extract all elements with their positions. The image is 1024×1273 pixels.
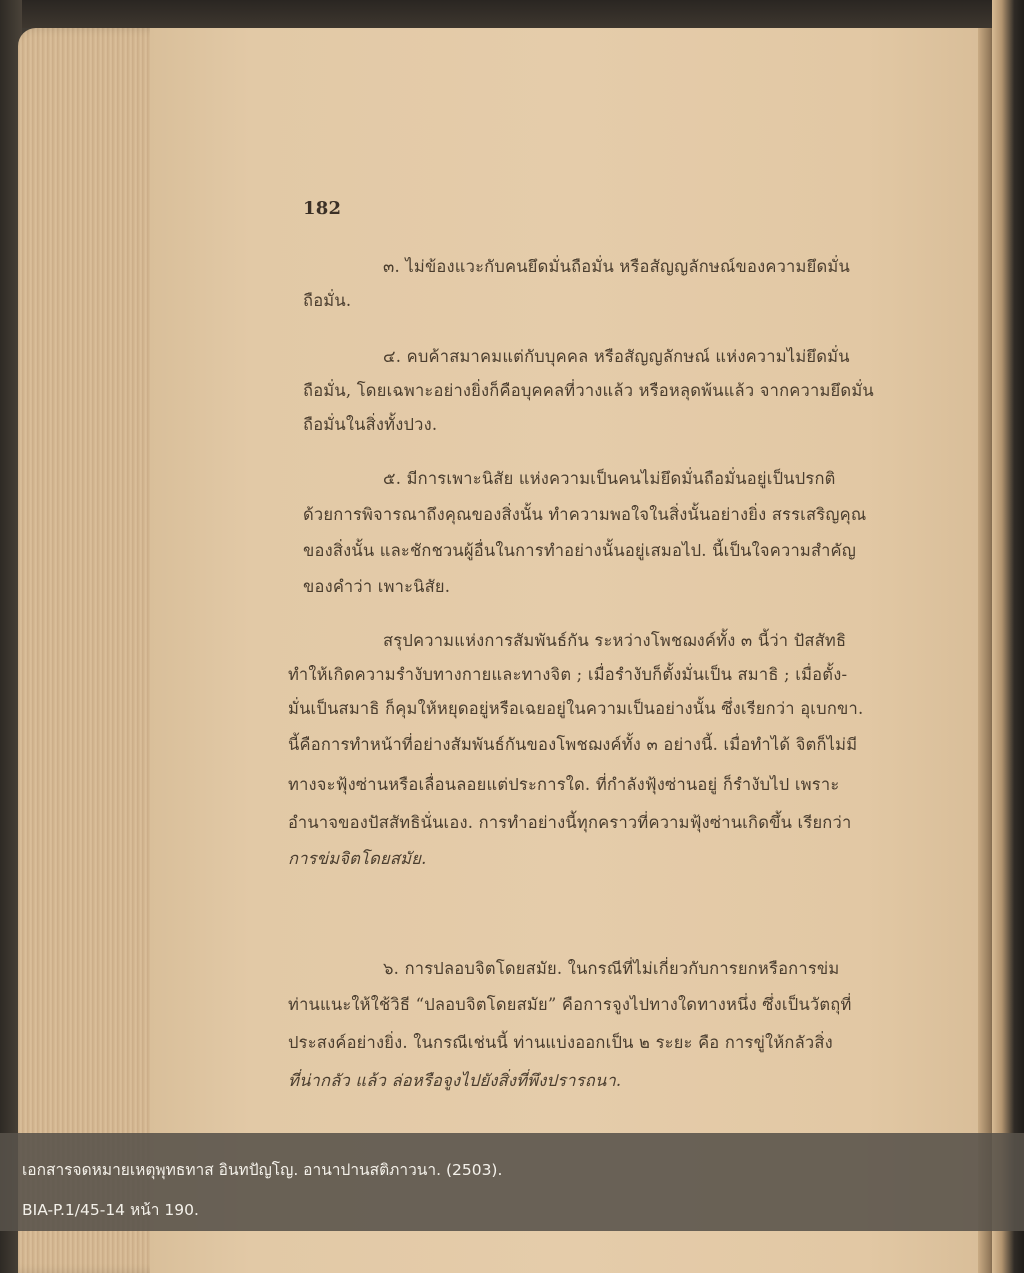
page-number: 182 — [303, 198, 342, 219]
next-page-edge — [992, 0, 1024, 1273]
text-line: ประสงค์อย่างยิ่ง. ในกรณีเช่นนี้ ท่านแบ่งออกเป็น ๒ ระยะ คือ การขู่ให้กลัวสิ่ง — [288, 1033, 833, 1052]
text-line: ๖. การปลอบจิตโดยสมัย. ในกรณีที่ไม่เกี่ยวกับการยกหรือการข่ม — [383, 959, 840, 978]
text-line: มั่นเป็นสมาธิ ก็คุมให้หยุดอยู่หรือเฉยอยู่ในความเป็นอย่างนั้น ซึ่งเรียกว่า อุเบกขา. — [288, 699, 864, 718]
text-line: การข่มจิตโดยสมัย. — [288, 849, 427, 868]
text-line: นี้คือการทำหน้าที่อย่างสัมพันธ์กันของโพชฌงค์ทั้ง ๓ อย่างนี้. เมื่อทำได้ จิตก็ไม่มี — [288, 735, 858, 754]
text-line: ทางจะฟุ้งซ่านหรือเลื่อนลอยแต่ประการใด. ที่กำลังฟุ้งซ่านอยู่ ก็รำงับไป เพราะ — [288, 775, 840, 794]
text-line: อำนาจของปัสสัทธินั่นเอง. การทำอย่างนี้ทุกคราวที่ความฟุ้งซ่านเกิดขึ้น เรียกว่า — [288, 813, 852, 832]
caption-title: เอกสารจดหมายเหตุพุทธทาส อินทปัญโญ. อานาปานสติภาวนา. (2503). — [22, 1161, 503, 1179]
text-line: ๓. ไม่ข้องแวะกับคนยึดมั่นถือมั่น หรือสัญญลักษณ์ของความยึดมั่น — [383, 257, 850, 276]
text-line: ของคำว่า เพาะนิสัย. — [303, 577, 451, 596]
background-top — [0, 0, 1024, 28]
text-line: ถือมั่น, โดยเฉพาะอย่างยิ่งก็คือบุคคลที่วางแล้ว หรือหลุดพ้นแล้ว จากความยึดมั่น — [303, 381, 874, 400]
text-line: ด้วยการพิจารณาถึงคุณของสิ่งนั้น ทำความพอใจในสิ่งนั้นอย่างยิ่ง สรรเสริญคุณ — [303, 505, 867, 524]
text-line: ถือมั่นในสิ่งทั้งปวง. — [303, 415, 438, 434]
text-line: ถือมั่น. — [303, 291, 352, 310]
text-line: ของสิ่งนั้น และชักชวนผู้อื่นในการทำอย่างนั้นอยู่เสมอไป. นี้เป็นใจความสำคัญ — [303, 541, 857, 560]
text-line: สรุปความแห่งการสัมพันธ์กัน ระหว่างโพชฌงค์ทั้ง ๓ นี้ว่า ปัสสัทธิ — [383, 631, 847, 650]
text-line: ท่านแนะให้ใช้วิธี “ปลอบจิตโดยสมัย” คือการจูงไปทางใดทางหนึ่ง ซึ่งเป็นวัตถุที่ — [288, 995, 852, 1014]
text-line: ๕. มีการเพาะนิสัย แห่งความเป็นคนไม่ยึดมั่นถือมั่นอยู่เป็นปรกติ — [383, 469, 836, 488]
text-line: ที่น่ากลัว แล้ว ล่อหรือจูงไปยังสิ่งที่พึงปรารถนา. — [288, 1071, 622, 1090]
caption-reference: BIA-P.1/45-14 หน้า 190. — [22, 1201, 199, 1219]
text-line: ทำให้เกิดความรำงับทางกายและทางจิต ; เมื่อรำงับก็ตั้งมั่นเป็น สมาธิ ; เมื่อตั้ง- — [288, 665, 848, 684]
text-line: ๔. คบค้าสมาคมแต่กับบุคคล หรือสัญญลักษณ์ แห่งความไม่ยึดมั่น — [383, 347, 850, 366]
